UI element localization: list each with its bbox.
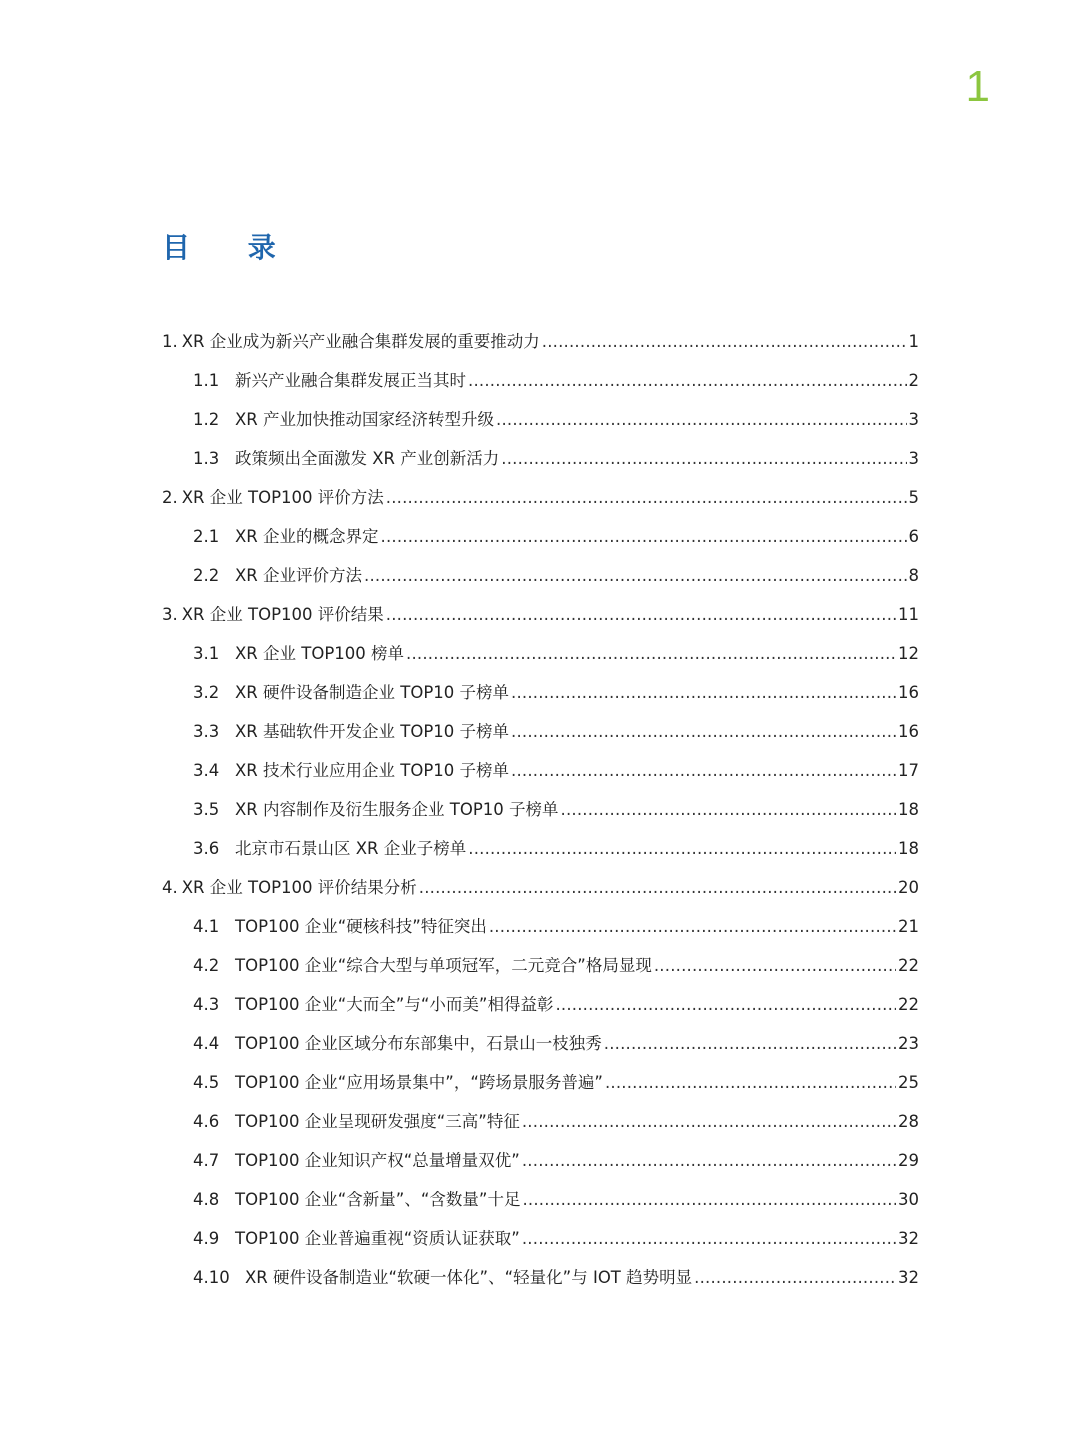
toc-entry-number: 3. — [162, 605, 178, 624]
toc-entry-title: XR 硬件设备制造企业 TOP10 子榜单 — [235, 683, 510, 702]
toc-entry-title: XR 企业 TOP100 评价结果分析 — [181, 878, 417, 897]
toc-entry-title: TOP100 企业知识产权“总量增量双优” — [235, 1151, 520, 1170]
toc-entry[interactable] — [162, 985, 919, 1024]
dot-leader — [555, 985, 896, 1024]
toc-entry-page: 16 — [898, 683, 919, 702]
toc-entry-title: XR 企业 TOP100 评价结果 — [181, 605, 384, 624]
dot-leader — [511, 751, 896, 790]
toc-entry-page: 20 — [898, 878, 919, 897]
toc-entry[interactable] — [162, 712, 919, 751]
toc-entry-page: 12 — [898, 644, 919, 663]
toc-entry-title: XR 硬件设备制造业“软硬一体化”、“轻量化”与 IOT 趋势明显 — [245, 1268, 693, 1287]
dot-leader — [468, 829, 896, 868]
toc-entry[interactable] — [162, 868, 919, 907]
dot-leader — [522, 1141, 896, 1180]
toc-entry[interactable] — [162, 907, 919, 946]
toc-entry-title: TOP100 企业区域分布东部集中，石景山一枝独秀 — [235, 1034, 602, 1053]
toc-entry-number: 3.6 — [193, 839, 220, 858]
toc-entry-title: TOP100 企业“含新量”、“含数量”十足 — [235, 1190, 521, 1209]
toc-entry-number: 1.1 — [193, 371, 220, 390]
toc-entry-title: XR 企业 TOP100 评价方法 — [181, 488, 384, 507]
dot-leader — [511, 673, 896, 712]
toc-entry-title: XR 技术行业应用企业 TOP10 子榜单 — [235, 761, 510, 780]
toc-entry-title: 北京市石景山区 XR 企业子榜单 — [235, 839, 467, 858]
toc-entry-page: 3 — [908, 410, 919, 429]
toc-entry-number: 4. — [162, 878, 178, 897]
dot-leader — [522, 1102, 896, 1141]
toc-entry-page: 30 — [898, 1190, 919, 1209]
toc-entry[interactable] — [162, 1102, 919, 1141]
toc-entry-title: TOP100 企业“应用场景集中”，“跨场景服务普遍” — [235, 1073, 603, 1092]
toc-entry-title: TOP100 企业“硬核科技”特征突出 — [235, 917, 487, 936]
dot-leader — [364, 556, 906, 595]
toc-entry-page: 23 — [898, 1034, 919, 1053]
toc-entry-number: 3.1 — [193, 644, 220, 663]
toc-entry[interactable] — [162, 556, 919, 595]
toc-entry-title: XR 企业评价方法 — [235, 566, 363, 585]
page-number: 1 — [965, 62, 990, 111]
toc-entry-number: 4.6 — [193, 1112, 220, 1131]
toc-entry-page: 29 — [898, 1151, 919, 1170]
toc-entry[interactable] — [162, 400, 919, 439]
toc-entry-page: 8 — [908, 566, 919, 585]
toc-entry[interactable] — [162, 1024, 919, 1063]
toc-entry[interactable] — [162, 946, 919, 985]
toc-entry-page: 18 — [898, 800, 919, 819]
toc-entry-number: 4.7 — [193, 1151, 220, 1170]
toc-entry-page: 17 — [898, 761, 919, 780]
toc-entry[interactable] — [162, 517, 919, 556]
dot-leader — [496, 400, 906, 439]
toc-entry[interactable] — [162, 439, 919, 478]
toc-entry-number: 4.1 — [193, 917, 220, 936]
dot-leader — [542, 322, 907, 361]
toc-entry-number: 1.2 — [193, 410, 220, 429]
toc-entry-page: 16 — [898, 722, 919, 741]
dot-leader — [561, 790, 896, 829]
toc-entry[interactable] — [162, 634, 919, 673]
toc-entry-title: TOP100 企业“大而全”与“小而美”相得益彰 — [235, 995, 554, 1014]
dot-leader — [511, 712, 896, 751]
toc-entry[interactable] — [162, 595, 919, 634]
dot-leader — [381, 517, 907, 556]
toc-entry[interactable] — [162, 1141, 919, 1180]
toc-entry-title: XR 企业的概念界定 — [235, 527, 379, 546]
table-of-contents — [162, 322, 919, 1297]
dot-leader — [522, 1180, 896, 1219]
toc-entry[interactable] — [162, 790, 919, 829]
toc-title: 目 录 — [162, 231, 300, 264]
toc-entry[interactable] — [162, 1180, 919, 1219]
toc-entry-number: 4.2 — [193, 956, 220, 975]
toc-entry-page: 3 — [908, 449, 919, 468]
toc-entry-number: 3.2 — [193, 683, 220, 702]
toc-entry-number: 4.3 — [193, 995, 220, 1014]
toc-entry[interactable] — [162, 751, 919, 790]
toc-entry-number: 1. — [162, 332, 178, 351]
toc-entry[interactable] — [162, 829, 919, 868]
toc-entry-number: 2.2 — [193, 566, 220, 585]
toc-entry-number: 2.1 — [193, 527, 220, 546]
dot-leader — [419, 868, 896, 907]
toc-entry-number: 4.8 — [193, 1190, 220, 1209]
toc-entry[interactable] — [162, 1219, 919, 1258]
toc-entry-number: 3.5 — [193, 800, 220, 819]
dot-leader — [468, 361, 907, 400]
toc-entry-page: 1 — [908, 332, 919, 351]
toc-entry-page: 22 — [898, 956, 919, 975]
toc-entry-number: 2. — [162, 488, 178, 507]
toc-entry-number: 3.3 — [193, 722, 220, 741]
dot-leader — [501, 439, 906, 478]
toc-entry-title: TOP100 企业普遍重视“资质认证获取” — [235, 1229, 520, 1248]
toc-entry-title: TOP100 企业呈现研发强度“三高”特征 — [235, 1112, 520, 1131]
toc-entry-title: XR 内容制作及衍生服务企业 TOP10 子榜单 — [235, 800, 559, 819]
toc-entry-title: XR 基础软件开发企业 TOP10 子榜单 — [235, 722, 510, 741]
dot-leader — [694, 1258, 896, 1297]
toc-entry[interactable] — [162, 673, 919, 712]
toc-entry-page: 28 — [898, 1112, 919, 1131]
toc-entry-page: 5 — [908, 488, 919, 507]
toc-entry-number: 1.3 — [193, 449, 220, 468]
toc-entry-number: 4.10 — [193, 1268, 230, 1287]
toc-entry[interactable] — [162, 361, 919, 400]
toc-entry-page: 21 — [898, 917, 919, 936]
toc-entry-page: 32 — [898, 1229, 919, 1248]
dot-leader — [522, 1219, 896, 1258]
toc-entry-number: 3.4 — [193, 761, 220, 780]
toc-entry-title: 政策频出全面激发 XR 产业创新活力 — [235, 449, 500, 468]
toc-entry-title: XR 企业成为新兴产业融合集群发展的重要推动力 — [181, 332, 540, 351]
toc-entry-page: 18 — [898, 839, 919, 858]
toc-entry-page: 32 — [898, 1268, 919, 1287]
toc-entry[interactable] — [162, 322, 919, 361]
toc-entry[interactable] — [162, 478, 919, 517]
toc-entry-page: 2 — [908, 371, 919, 390]
toc-entry-page: 6 — [908, 527, 919, 546]
toc-entry-page: 22 — [898, 995, 919, 1014]
dot-leader — [406, 634, 896, 673]
dot-leader — [604, 1024, 896, 1063]
toc-entry-number: 4.5 — [193, 1073, 220, 1092]
dot-leader — [386, 478, 907, 517]
toc-entry-title: XR 企业 TOP100 榜单 — [235, 644, 405, 663]
toc-entry-title: TOP100 企业“综合大型与单项冠军，二元竞合”格局显现 — [235, 956, 652, 975]
toc-entry-title: XR 产业加快推动国家经济转型升级 — [235, 410, 495, 429]
toc-entry-number: 4.9 — [193, 1229, 220, 1248]
toc-entry[interactable] — [162, 1063, 919, 1102]
toc-entry[interactable] — [162, 1258, 919, 1297]
toc-entry-page: 25 — [898, 1073, 919, 1092]
dot-leader — [654, 946, 896, 985]
toc-entry-number: 4.4 — [193, 1034, 220, 1053]
toc-entry-page: 11 — [898, 605, 919, 624]
dot-leader — [605, 1063, 896, 1102]
dot-leader — [386, 595, 896, 634]
dot-leader — [489, 907, 896, 946]
toc-entry-title: 新兴产业融合集群发展正当其时 — [235, 371, 466, 390]
